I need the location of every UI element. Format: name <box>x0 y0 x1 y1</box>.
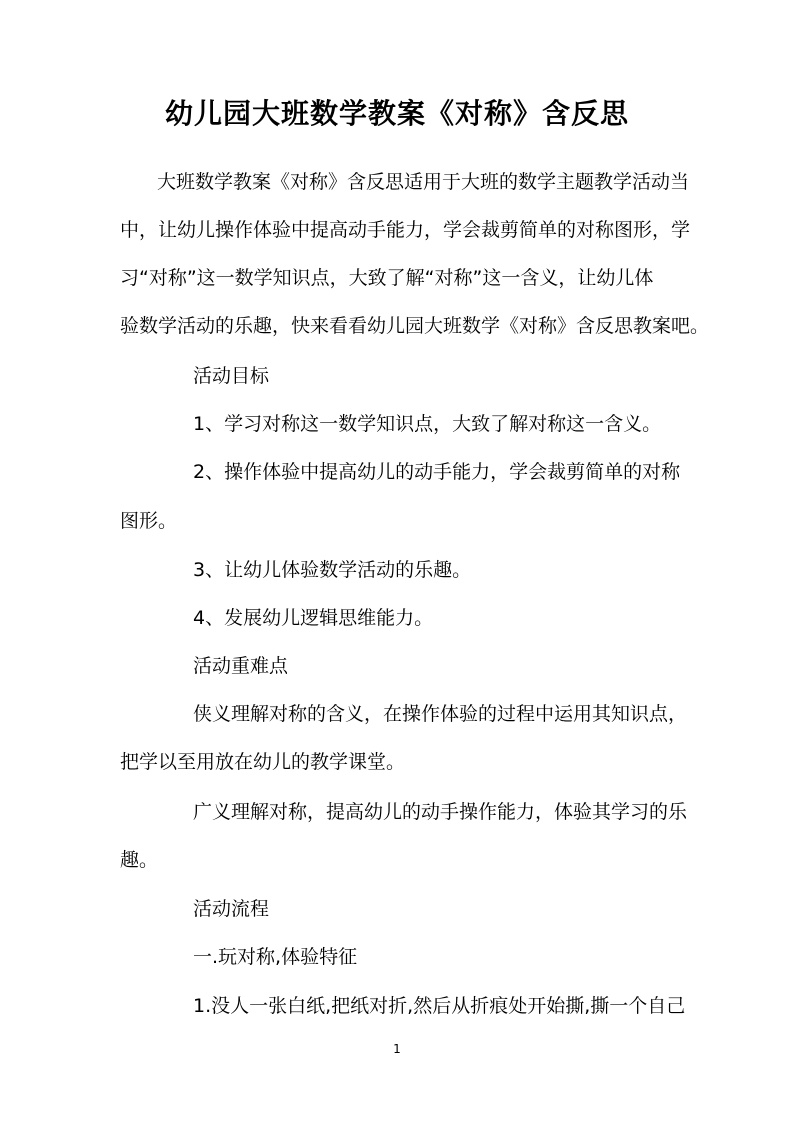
goal-item-continuation: 图形。 <box>120 510 178 532</box>
key-points-heading: 活动重难点 <box>193 655 289 677</box>
intro-line: 大班数学教案《对称》含反思适用于大班的数学主题教学活动当 <box>157 171 690 193</box>
key-point-line: 把学以至用放在幼儿的教学课堂。 <box>120 751 406 773</box>
key-point-line: 侠义理解对称的含义，在操作体验的过程中运用其知识点， <box>193 703 688 725</box>
goal-item: 3、让幼儿体验数学活动的乐趣。 <box>193 559 472 581</box>
process-step: 一.玩对称,体验特征 <box>193 946 358 968</box>
intro-line: 习“对称”这一数学知识点，大致了解“对称”这一含义，让幼儿体 <box>120 267 654 289</box>
goal-item: 1、学习对称这一数学知识点，大致了解对称这一含义。 <box>193 413 662 435</box>
intro-line: 验数学活动的乐趣，快来看看幼儿园大班数学《对称》含反思教案吧。 <box>120 315 710 337</box>
document-title: 幼儿园大班数学教案《对称》含反思 <box>164 97 629 130</box>
intro-line: 中，让幼儿操作体验中提高动手能力，学会裁剪简单的对称图形，学 <box>120 219 691 241</box>
goals-heading: 活动目标 <box>193 365 270 387</box>
goal-item: 4、发展幼儿逻辑思维能力。 <box>193 607 434 629</box>
key-point-line: 趣。 <box>120 849 159 871</box>
page-number: 1 <box>393 1042 401 1056</box>
process-heading: 活动流程 <box>193 898 270 920</box>
goal-item: 2、操作体验中提高幼儿的动手能力，学会裁剪简单的对称 <box>193 461 681 483</box>
process-step: 1.没人一张白纸,把纸对折,然后从折痕处开始撕,撕一个自己 <box>193 995 686 1017</box>
key-point-line: 广义理解对称，提高幼儿的动手操作能力，体验其学习的乐 <box>193 801 688 823</box>
